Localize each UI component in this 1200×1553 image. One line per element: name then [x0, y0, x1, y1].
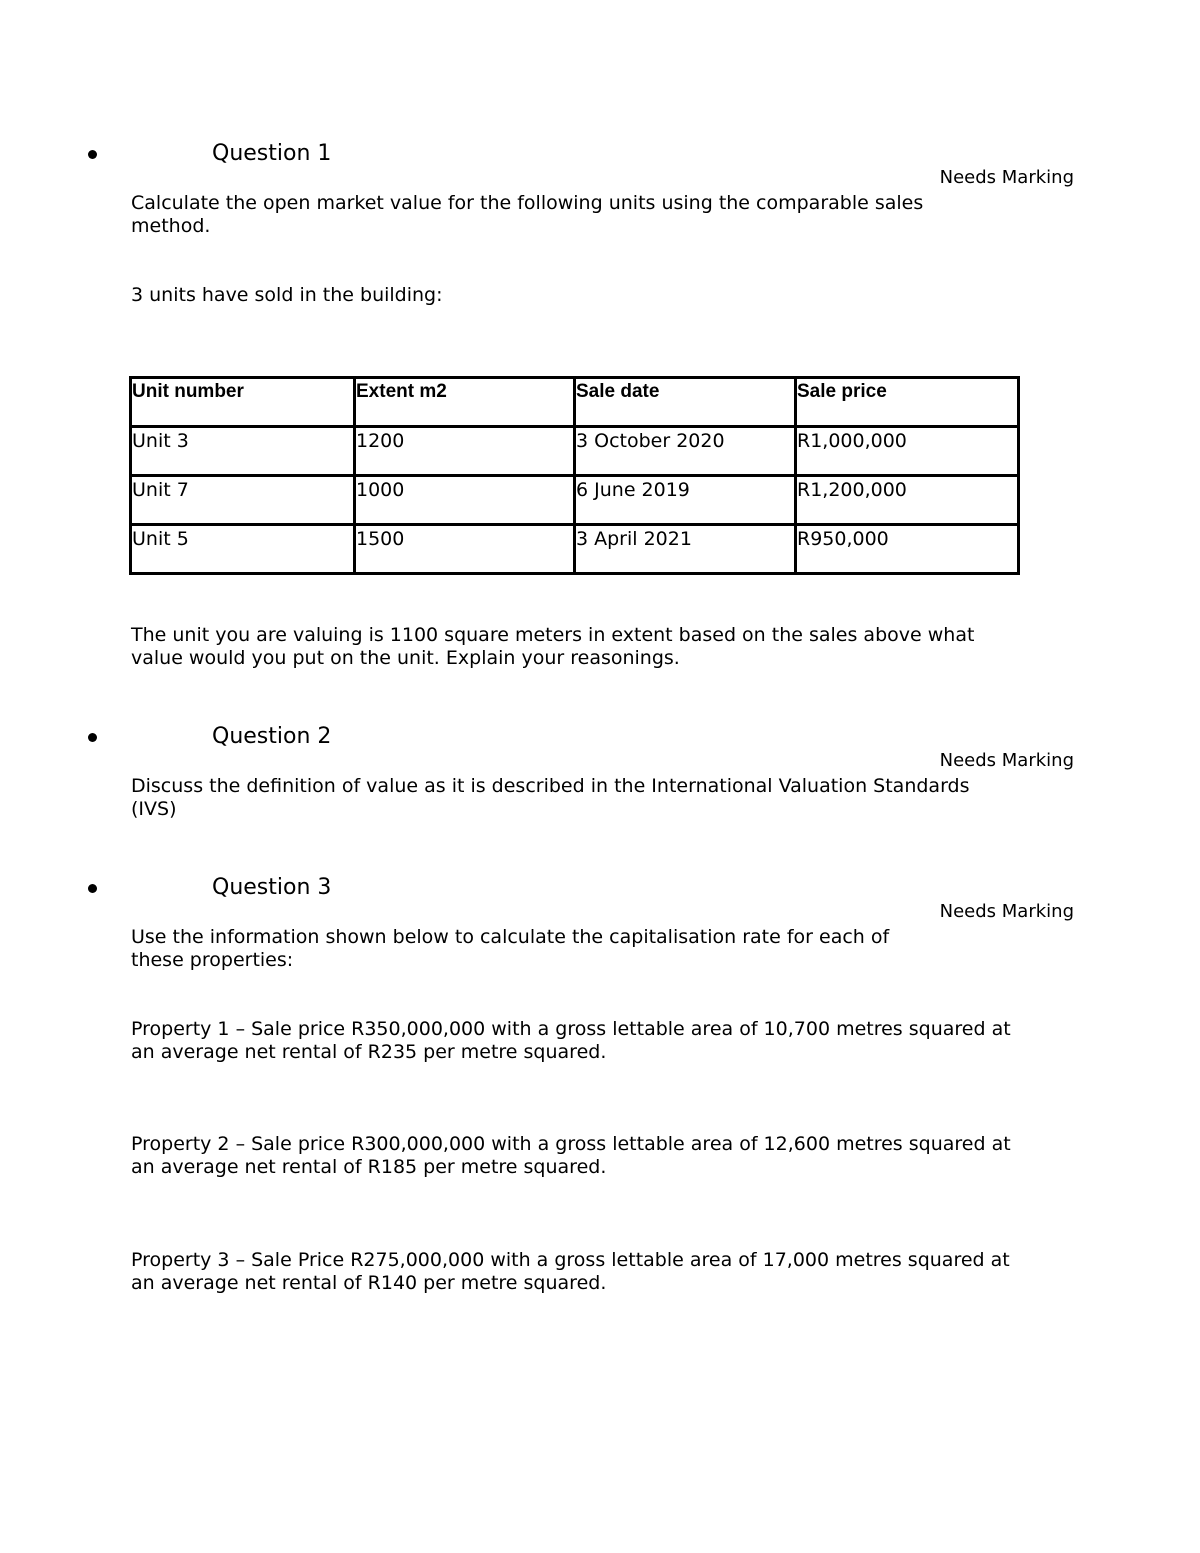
- column-header: Unit number: [131, 378, 355, 427]
- question-1-prompt: Calculate the open market value for the following units using the comparable sales method.: [131, 192, 924, 237]
- property-1-text: Property 1 – Sale price R350,000,000 with a gross lettable area of 10,700 metres squared at an average net rental of R235 per metre squared.: [131, 1018, 1011, 1063]
- table-row: [131, 476, 1019, 525]
- bullet-icon: [88, 733, 97, 742]
- table-cell: R1,000,000: [796, 427, 1019, 476]
- property-3-text: Property 3 – Sale Price R275,000,000 with a gross lettable area of 17,000 metres squared at an average net rental of R140 per metre squared.: [131, 1249, 1010, 1294]
- bullet-icon: [88, 150, 97, 159]
- question-3-prompt: Use the information shown below to calculate the capitalisation rate for each of these properties:: [131, 926, 890, 971]
- question-2-status: Needs Marking: [939, 750, 1074, 771]
- table-cell: 6 June 2019: [575, 476, 796, 525]
- column-header: Sale date: [575, 378, 796, 427]
- table-row: [131, 427, 1019, 476]
- table-cell: R950,000: [796, 525, 1019, 574]
- table-header-row: [131, 378, 1019, 427]
- column-header: Extent m2: [355, 378, 575, 427]
- column-header: Sale price: [796, 378, 1019, 427]
- question-3-title: Question 3: [212, 875, 332, 900]
- table-cell: 3 October 2020: [575, 427, 796, 476]
- question-1-intro: 3 units have sold in the building:: [131, 284, 443, 306]
- table-cell: Unit 3: [131, 427, 355, 476]
- question-1-title: Question 1: [212, 141, 332, 166]
- table-cell: 1500: [355, 525, 575, 574]
- table-cell: 1000: [355, 476, 575, 525]
- bullet-icon: [88, 884, 97, 893]
- question-3-status: Needs Marking: [939, 901, 1074, 922]
- question-2-prompt: Discuss the definition of value as it is described in the International Valuation Standards (IVS): [131, 775, 970, 820]
- question-2-title: Question 2: [212, 724, 332, 749]
- table-cell: Unit 5: [131, 525, 355, 574]
- sales-table: [129, 376, 1020, 575]
- table-row: [131, 525, 1019, 574]
- table-cell: 3 April 2021: [575, 525, 796, 574]
- question-1-status: Needs Marking: [939, 167, 1074, 188]
- table-cell: 1200: [355, 427, 575, 476]
- table-cell: R1,200,000: [796, 476, 1019, 525]
- table-cell: Unit 7: [131, 476, 355, 525]
- property-2-text: Property 2 – Sale price R300,000,000 with a gross lettable area of 12,600 metres squared at an average net rental of R185 per metre squared.: [131, 1133, 1011, 1178]
- question-1-followup: The unit you are valuing is 1100 square meters in extent based on the sales above what value would you put on the unit. Explain your reasonings.: [131, 624, 975, 669]
